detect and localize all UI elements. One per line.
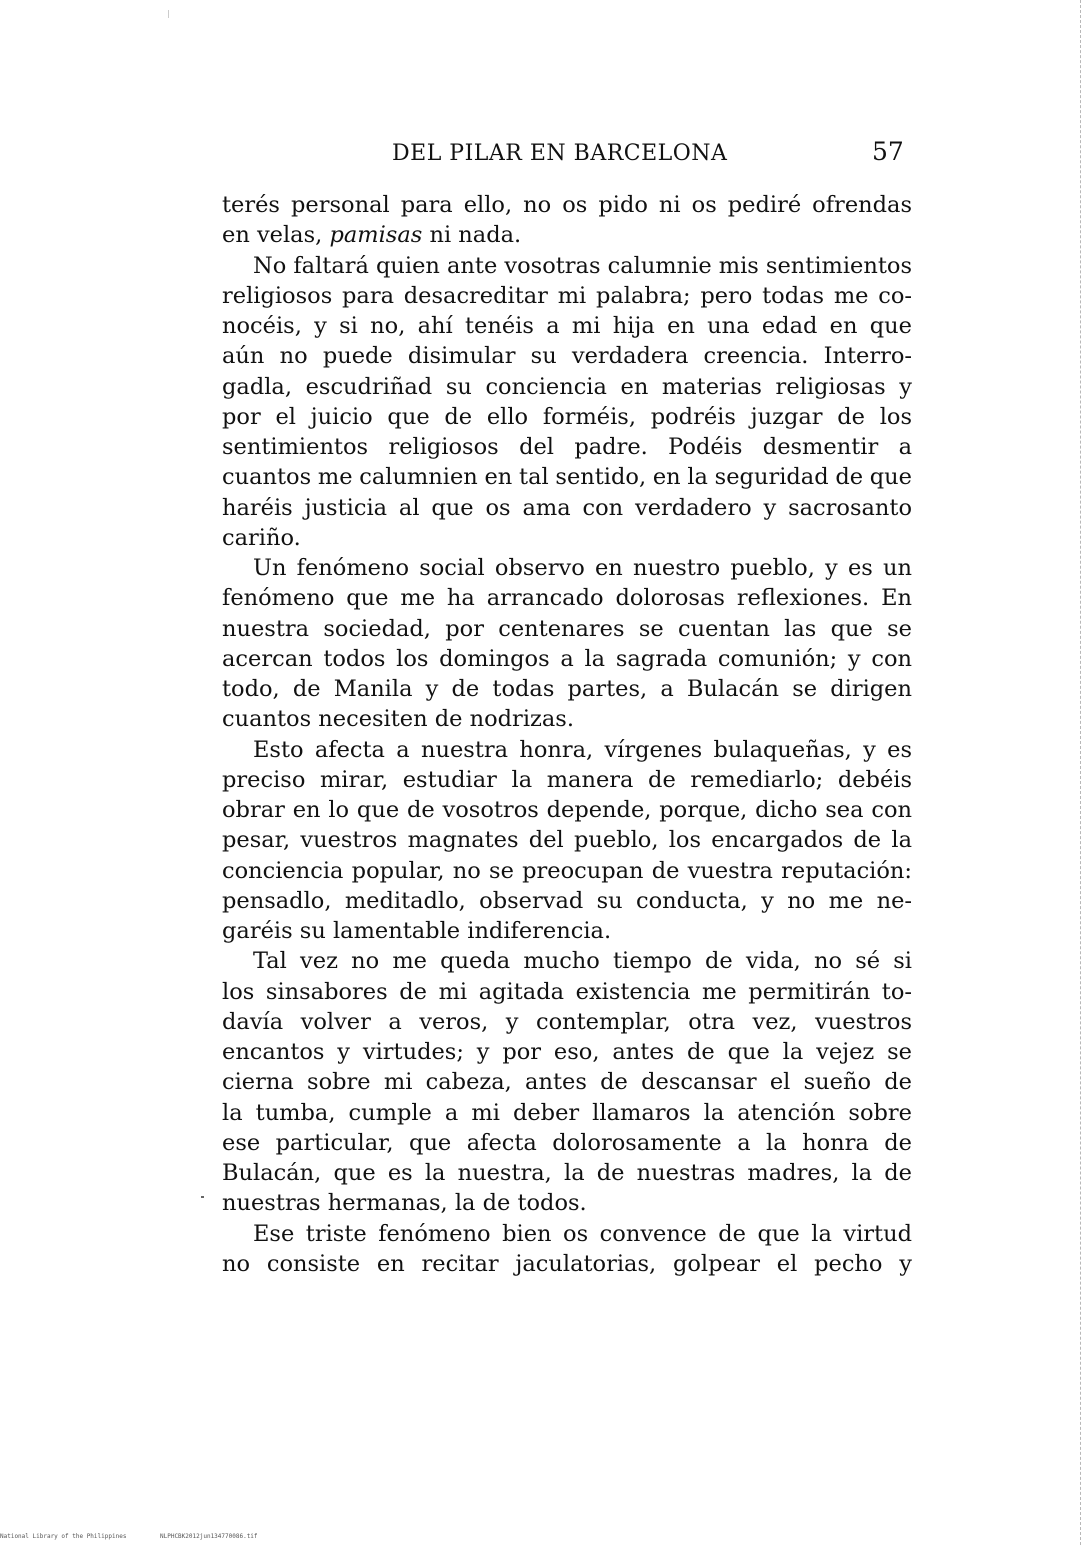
text-line	[222, 220, 912, 250]
text-line: religiosos para desacreditar mi palabra; pero todas me co-	[222, 282, 912, 309]
italic-word: pamisas	[329, 222, 423, 249]
scan-tick-mark	[168, 10, 169, 18]
page-number: 57	[872, 137, 904, 166]
text-line: Bulacán, que es la nuestra, la de nuestras madres, la de	[222, 1160, 912, 1186]
text-line: obrar en lo que de vosotros depende, porque, dicho sea con	[222, 797, 912, 823]
text-line: nuestra sociedad, por centenares se cuentan las que se	[222, 615, 912, 642]
text-line: cuantos me calumnien en tal sentido, en la seguridad de que	[222, 464, 912, 491]
text-line: ese particular, que afecta dolorosamente a la honra de	[222, 1129, 912, 1156]
text-line: cuantos necesiten de nodrizas.	[222, 706, 574, 733]
text-line: todo, de Manila y de todas partes, a Bulacán se dirigen	[222, 676, 912, 702]
text-line: nocéis, y si no, ahí tenéis a mi hija en una edad en que	[222, 313, 912, 339]
text-line: Un fenómeno social observo en nuestro pueblo, y es un	[253, 555, 912, 581]
footer-scan-id: NLPHCBK2012jun134770086.tif	[160, 1533, 258, 1540]
text-line: Tal vez no me queda mucho tiempo de vida, no sé si	[253, 948, 912, 975]
text-run: en velas,	[222, 222, 330, 249]
text-line: Esto afecta a nuestra honra, vírgenes bulaqueñas, y es	[253, 736, 912, 763]
text-run: ni nada.	[422, 222, 522, 249]
text-line: los sinsabores de mi agitada existencia me permitirán to-	[222, 978, 912, 1005]
text-line: Ese triste fenómeno bien os convence de que la virtud	[253, 1220, 912, 1247]
text-line: haréis justicia al que os ama con verdadero y sacrosanto	[222, 494, 912, 521]
text-line: sentimientos religiosos del padre. Podéis desmentir a	[222, 434, 912, 460]
running-title: DEL PILAR EN BARCELONA	[392, 141, 728, 166]
margin-mark	[201, 1196, 204, 1198]
text-line: davía volver a veros, y contemplar, otra vez, vuestros	[222, 1008, 912, 1035]
text-line: encantos y virtudes; y por eso, antes de que la vejez se	[222, 1039, 912, 1065]
text-line: gadla, escudriñad su conciencia en materias religiosas y	[222, 373, 912, 400]
text-line: preciso mirar, estudiar la manera de remediarlo; debéis	[222, 766, 912, 793]
text-line: No faltará quien ante vosotras calumnie mis sentimientos	[253, 252, 912, 279]
text-line: terés personal para ello, no os pido ni os pediré ofrendas	[222, 192, 912, 218]
text-line: cariño.	[222, 524, 301, 551]
body-text	[222, 190, 912, 1279]
text-line: pensadlo, meditadlo, observad su conducta, y no me ne-	[222, 887, 912, 914]
footer-library-credit: National Library of the Philippines	[0, 1533, 127, 1540]
text-line: por el juicio que de ello forméis, podréis juzgar de los	[222, 403, 912, 430]
page-edge-line	[1080, 0, 1082, 1545]
text-line: garéis su lamentable indiferencia.	[222, 918, 612, 944]
text-line: nuestras hermanas, la de todos.	[222, 1190, 587, 1217]
text-line: acercan todos los domingos a la sagrada comunión; y con	[222, 645, 912, 672]
text-line: conciencia popular, no se preocupan de vuestra reputación:	[222, 857, 912, 884]
text-line: aún no puede disimular su verdadera creencia. Interro-	[222, 343, 912, 370]
text-line: cierna sobre mi cabeza, antes de descansar el sueño de	[222, 1069, 912, 1096]
text-line: no consiste en recitar jaculatorias, golpear el pecho y	[222, 1250, 912, 1277]
text-line: fenómeno que me ha arrancado dolorosas reflexiones. En	[222, 585, 912, 612]
text-line: la tumba, cumple a mi deber llamaros la atención sobre	[222, 1099, 912, 1126]
text-line: pesar, vuestros magnates del pueblo, los encargados de la	[222, 827, 912, 854]
